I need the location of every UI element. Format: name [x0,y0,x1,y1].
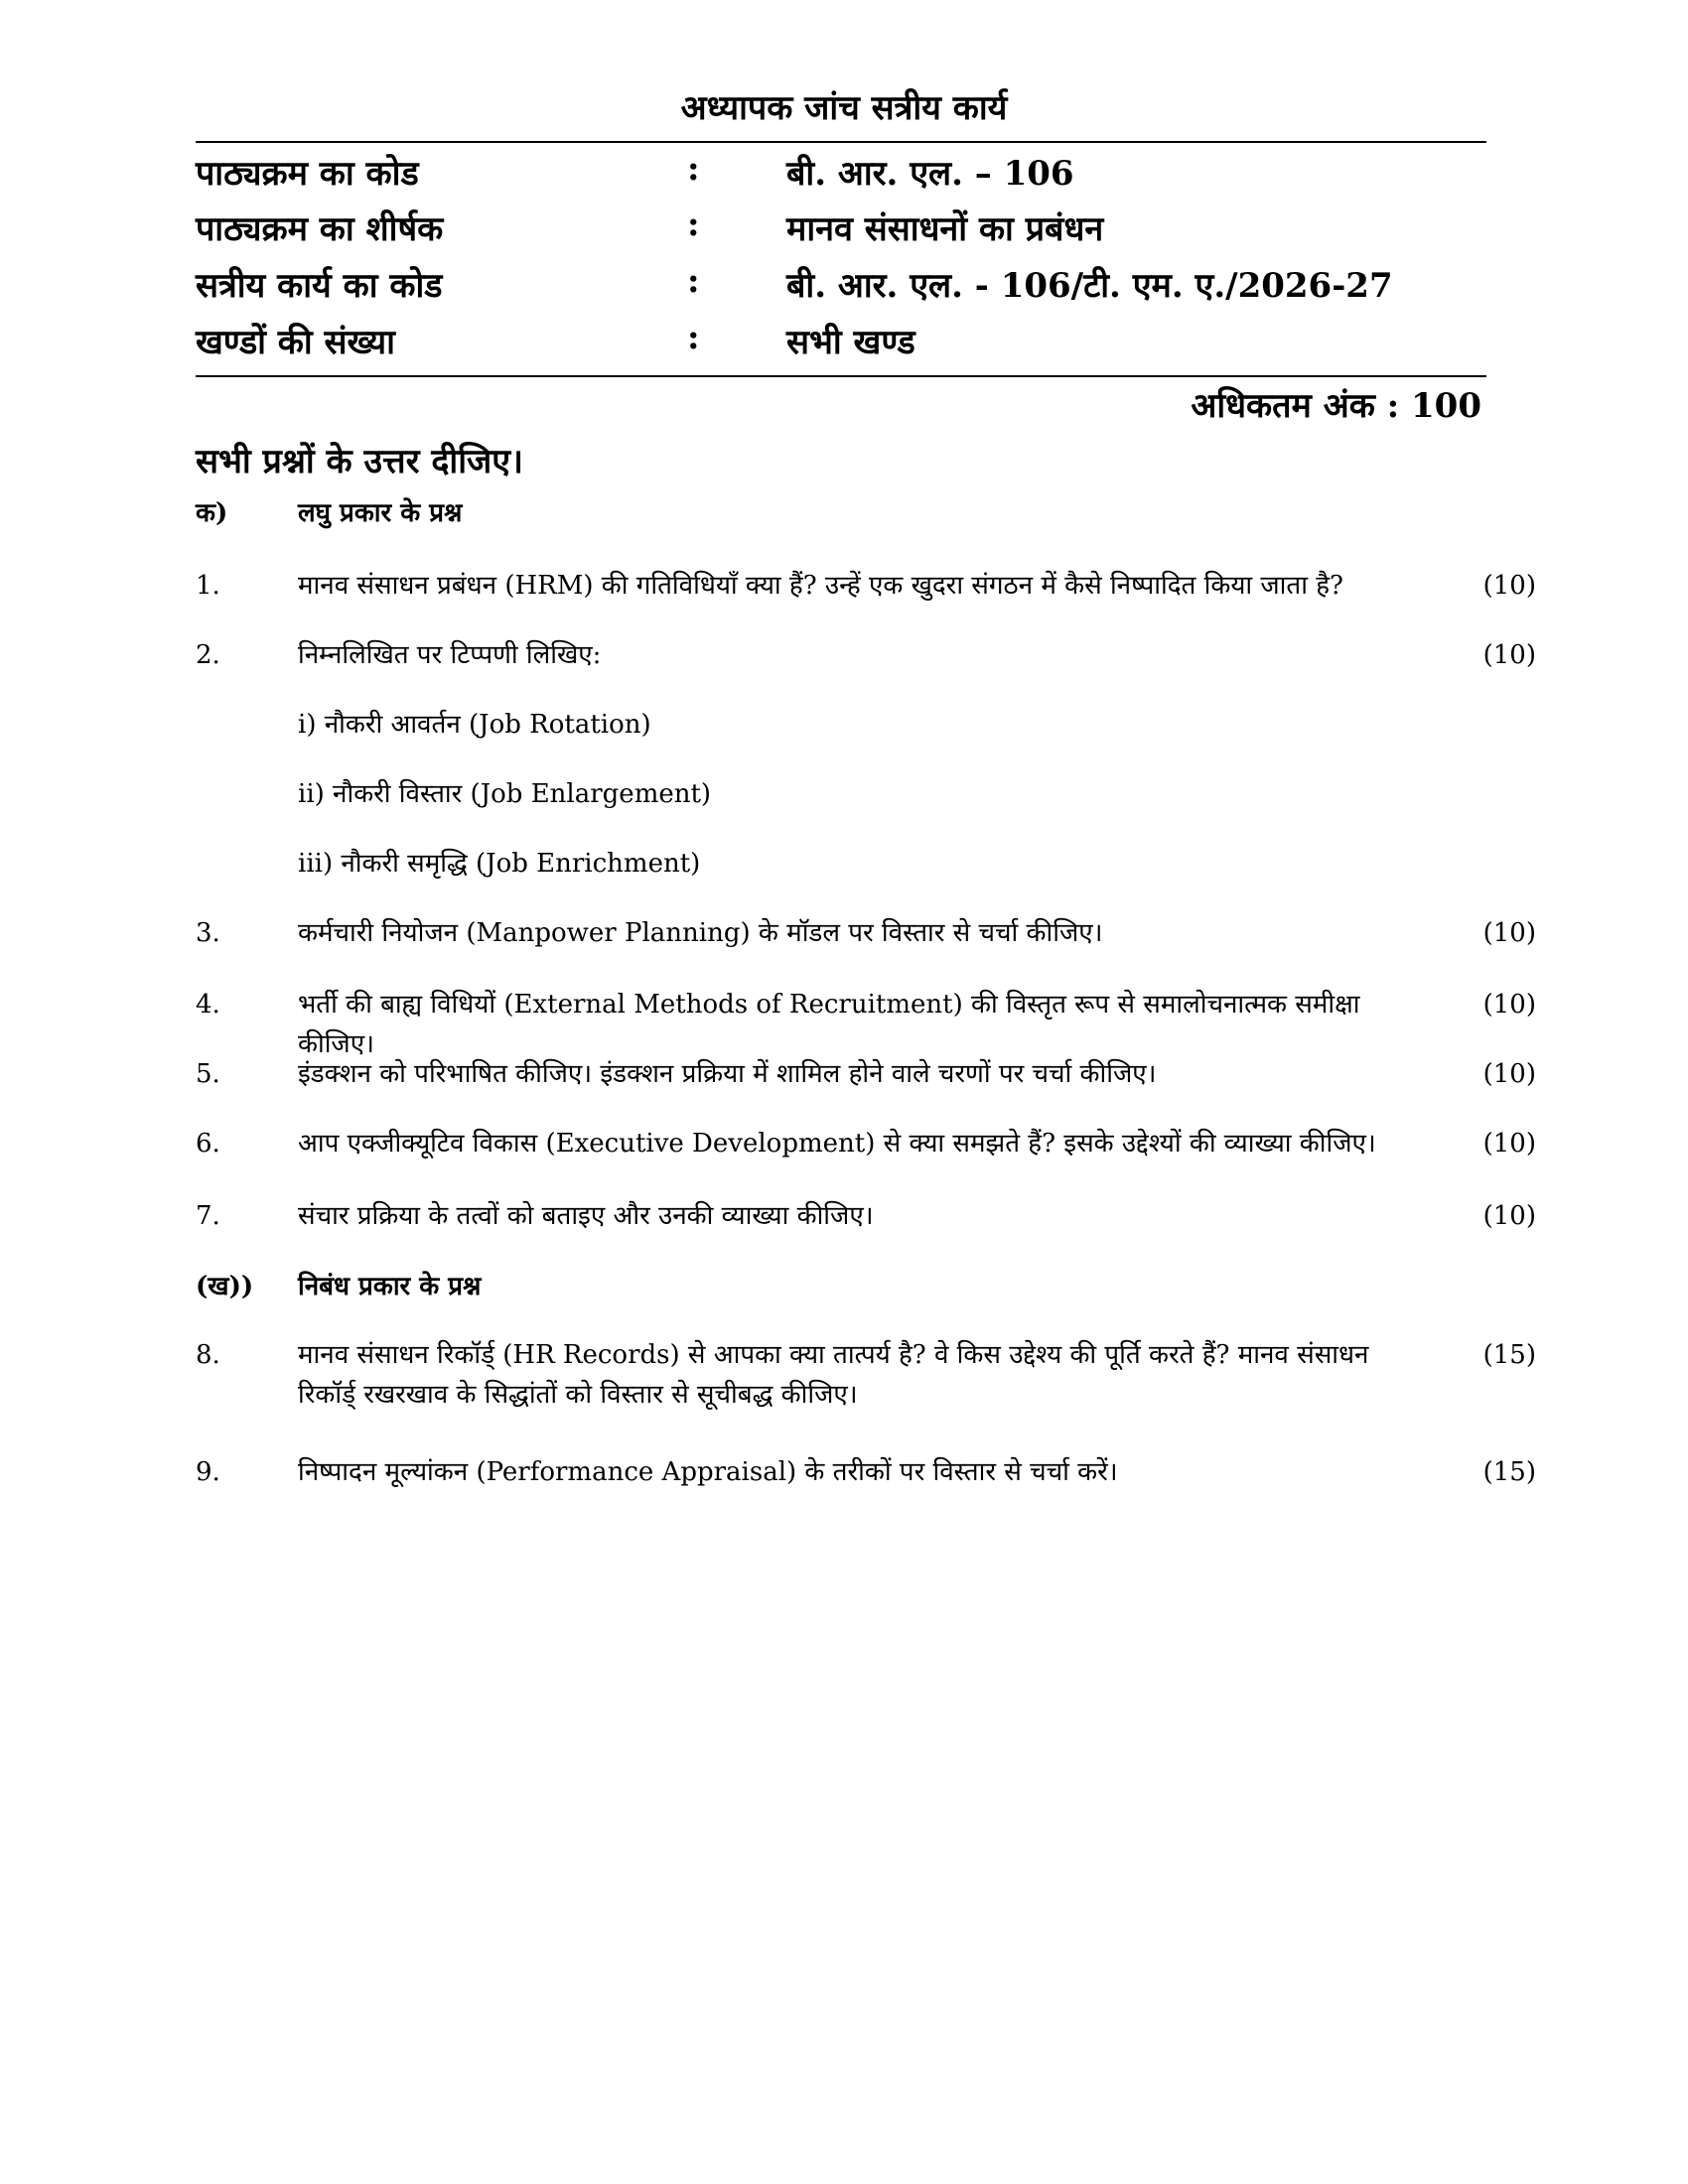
section-title: लघु प्रकार के प्रश्न [298,498,463,528]
section-label: (ख)) [196,1272,254,1301]
meta-separator: : [687,318,700,357]
question-marks: (10) [1482,918,1536,948]
section-label: क) [196,498,228,528]
sub-item: i) नौकरी आवर्तन (Job Rotation) [298,710,651,740]
question-marks: (10) [1482,1201,1536,1231]
question-marks: (15) [1482,1340,1536,1370]
question-number: 9. [196,1457,220,1487]
meta-label: पाठ्यक्रम का शीर्षक [196,209,444,249]
meta-label: सत्रीय कार्य का कोड [196,266,443,306]
question-text: आप एक्जीक्यूटिव विकास (Executive Development) से क्या समझते हैं? इसके उद्देश्यों की व्याख्या कीजिए। [298,1129,1376,1159]
meta-row-course-code [196,149,1486,201]
question-text: निष्पादन मूल्यांकन (Performance Appraisal) के तरीकों पर विस्तार से चर्चा करें। [298,1457,1118,1487]
question-number: 3. [196,918,220,948]
meta-row-course-title [196,205,1486,256]
meta-label: पाठ्यक्रम का कोड [196,154,419,194]
meta-value: बी. आर. एल. – 106 [786,154,1074,194]
question-number: 6. [196,1129,220,1159]
meta-value: मानव संसाधनों का प्रबंधन [786,209,1104,249]
sub-item: ii) नौकरी विस्तार (Job Enlargement) [298,779,712,809]
question-text: भर्ती की बाह्य विधियों (External Methods of Recruitment) की विस्तृत रूप से समालोचनात्मक समीक्षा कीजिए। [298,990,1360,1059]
meta-label: खण्डों की संख्या [196,323,395,362]
question-marks: (10) [1482,990,1536,1020]
max-marks: अधिकतम अंक : 100 [1191,386,1481,426]
sub-item: iii) नौकरी समृद्धि (Job Enrichment) [298,849,701,879]
meta-separator: : [687,261,700,301]
question-text: कर्मचारी नियोजन (Manpower Planning) के मॉडल पर विस्तार से चर्चा कीजिए। [298,918,1103,948]
header-bottom-rule [196,375,1486,377]
meta-row-block-count [196,318,1486,369]
question-number: 5. [196,1059,220,1089]
question-text: मानव संसाधन रिकॉर्ड् (HR Records) से आपका क्या तात्पर्य है? वे किस उद्देश्य की पूर्ति करते हैं? मानव संसाधन रिकॉर्ड् रखरखाव के सिद्धांतों को विस्तार से सूचीबद्ध कीजिए। [298,1340,1369,1410]
question-marks: (10) [1482,571,1536,601]
question-marks: (10) [1482,640,1536,670]
question-number: 1. [196,571,220,601]
question-number: 8. [196,1340,220,1370]
page-title: अध्यापक जांच सत्रीय कार्य [680,88,1008,128]
meta-value: सभी खण्ड [786,323,915,362]
meta-separator: : [687,149,700,189]
meta-separator: : [687,205,700,244]
section-title: निबंध प्रकार के प्रश्न [298,1272,482,1301]
question-text: इंडक्शन को परिभाषित कीजिए। इंडक्शन प्रक्रिया में शामिल होने वाले चरणों पर चर्चा कीजिए। [298,1059,1157,1089]
instruction: सभी प्रश्नों के उत्तर दीजिए। [196,442,523,481]
meta-row-assignment-code [196,261,1486,313]
question-number: 2. [196,640,220,670]
question-text: निम्नलिखित पर टिप्पणी लिखिए: [298,640,602,670]
question-text: संचार प्रक्रिया के तत्वों को बताइए और उनकी व्याख्या कीजिए। [298,1201,874,1231]
question-number: 7. [196,1201,220,1231]
question-number: 4. [196,990,220,1020]
header-top-rule [196,141,1486,143]
question-marks: (10) [1482,1129,1536,1159]
question-text: मानव संसाधन प्रबंधन (HRM) की गतिविधियाँ क्या हैं? उन्हें एक खुदरा संगठन में कैसे निष्पादित किया जाता है? [298,571,1343,601]
meta-value: बी. आर. एल. - 106/टी. एम. ए./2026-27 [786,266,1393,306]
question-marks: (15) [1482,1457,1536,1487]
question-marks: (10) [1482,1059,1536,1089]
